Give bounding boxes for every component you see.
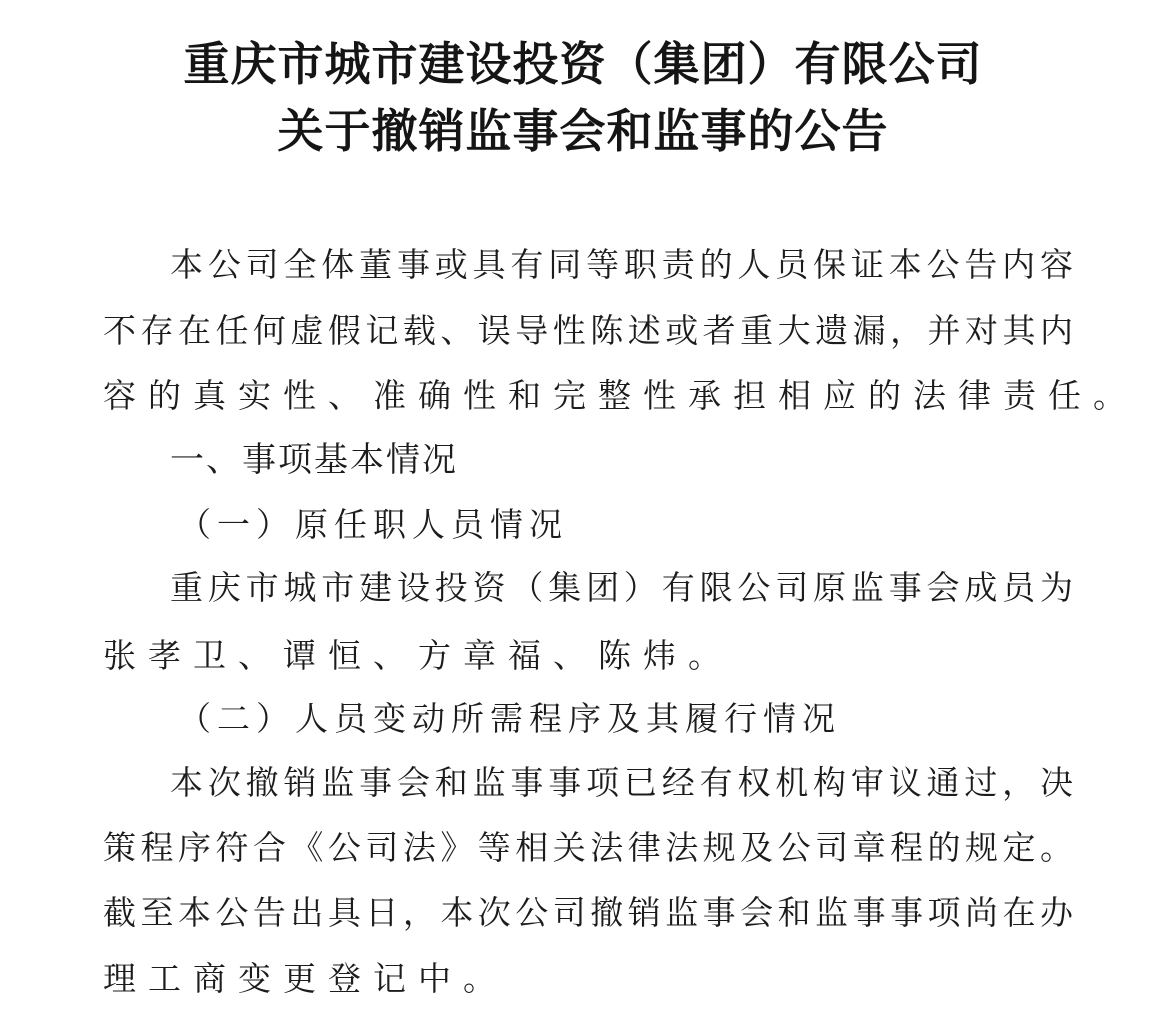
statement-line-2: 不存在任何虚假记载、误导性陈述或者重大遗漏，并对其内 (103, 311, 1073, 350)
document-title-line-2: 关于撤销监事会和监事的公告 (277, 104, 889, 158)
subsection-1-heading: （一）原任职人员情况 (178, 505, 568, 544)
subsection-2-body-line-1: 本次撤销监事会和监事事项已经有权机构审议通过，决 (170, 763, 1073, 802)
subsection-1-body-line-2: 张孝卫、谭恒、方章福、陈炜。 (103, 636, 733, 675)
subsection-2-body-line-4: 理工商变更登记中。 (103, 959, 508, 998)
document-title-line-1: 重庆市城市建设投资（集团）有限公司 (183, 37, 983, 91)
subsection-2-body-line-3: 截至本公告出具日，本次公司撤销监事会和监事事项尚在办 (103, 893, 1073, 932)
subsection-2-heading: （二）人员变动所需程序及其履行情况 (178, 699, 841, 738)
statement-line-1: 本公司全体董事或具有同等职责的人员保证本公告内容 (170, 245, 1073, 284)
section-1-heading: 一、事项基本情况 (170, 440, 458, 480)
subsection-2-body-line-2: 策程序符合《公司法》等相关法律法规及公司章程的规定。 (103, 828, 1073, 867)
subsection-1-body-line-1: 重庆市城市建设投资（集团）有限公司原监事会成员为 (170, 568, 1073, 607)
statement-line-3: 容的真实性、准确性和完整性承担相应的法律责任。 (103, 376, 1138, 415)
